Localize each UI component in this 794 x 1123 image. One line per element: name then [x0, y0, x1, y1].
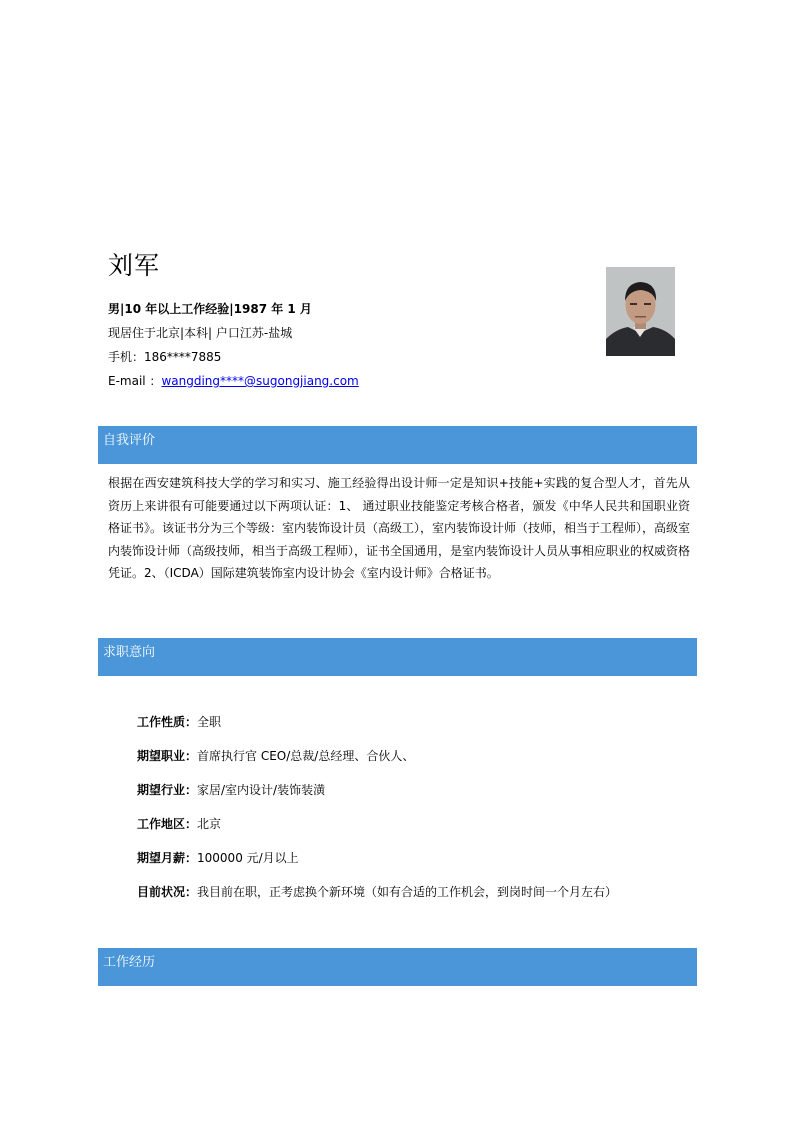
intent-row-job-type — [137, 714, 221, 730]
intent-label: 期望职业： — [137, 749, 198, 763]
email-label: E-mail ： — [108, 374, 162, 388]
intent-value: 100000 元/月以上 — [197, 851, 299, 865]
intent-row-desired-industry — [137, 782, 325, 798]
intent-label: 期望行业： — [137, 783, 198, 797]
intent-value: 北京 — [197, 817, 222, 831]
job-intent-header: 求职意向 — [98, 638, 697, 676]
intent-label: 目前状况： — [137, 885, 198, 899]
work-experience-header: 工作经历 — [98, 948, 697, 986]
intent-row-work-location — [137, 816, 221, 832]
phone-info: 手机：186****7885 — [108, 350, 222, 364]
intent-label: 工作性质： — [137, 715, 198, 729]
candidate-name: 刘军 — [108, 251, 161, 280]
intent-value: 首席执行官 CEO/总裁/总经理、合伙人、 — [197, 749, 415, 763]
email-link[interactable]: wangding****@sugongjiang.com — [161, 374, 359, 388]
self-evaluation-header: 自我评价 — [98, 426, 697, 464]
intent-value: 全职 — [197, 715, 222, 729]
intent-label: 期望月薪： — [137, 851, 198, 865]
self-evaluation-text: 根据在西安建筑科技大学的学习和实习、施工经验得出设计师一定是知识+技能+实践的复合型人才，首先从资历上来讲很有可能要通过以下两项认证：1、 通过职业技能鉴定考核合格者，颁发《中华人民共和国职业资格证书》。该证书分为三个等级：室内装饰设计员（高级工），室内装饰设计师（技师，相当于工程师），高级室内装饰设计师（高级技师，相当于高级工程师），证书全国通用，是室内装饰设计人员从事相应职业的权威资格凭证。2、（ICDA）国际建筑装饰室内设计协会《室内设计师》合格证书。 — [108, 476, 691, 580]
intent-row-desired-salary — [137, 850, 299, 866]
intent-label: 工作地区： — [137, 817, 198, 831]
email-info — [108, 373, 359, 389]
intent-value: 家居/室内设计/装饰装潢 — [197, 783, 326, 797]
profile-photo — [606, 267, 675, 356]
intent-row-current-status — [137, 884, 617, 900]
basic-info-summary: 男|10 年以上工作经验|1987 年 1 月 — [108, 302, 312, 316]
intent-value: 我目前在职，正考虑换个新环境（如有合适的工作机会，到岗时间一个月左右） — [197, 885, 618, 899]
intent-row-desired-position — [137, 748, 414, 764]
residence-info: 现居住于北京|本科| 户口江苏-盐城 — [108, 326, 293, 340]
